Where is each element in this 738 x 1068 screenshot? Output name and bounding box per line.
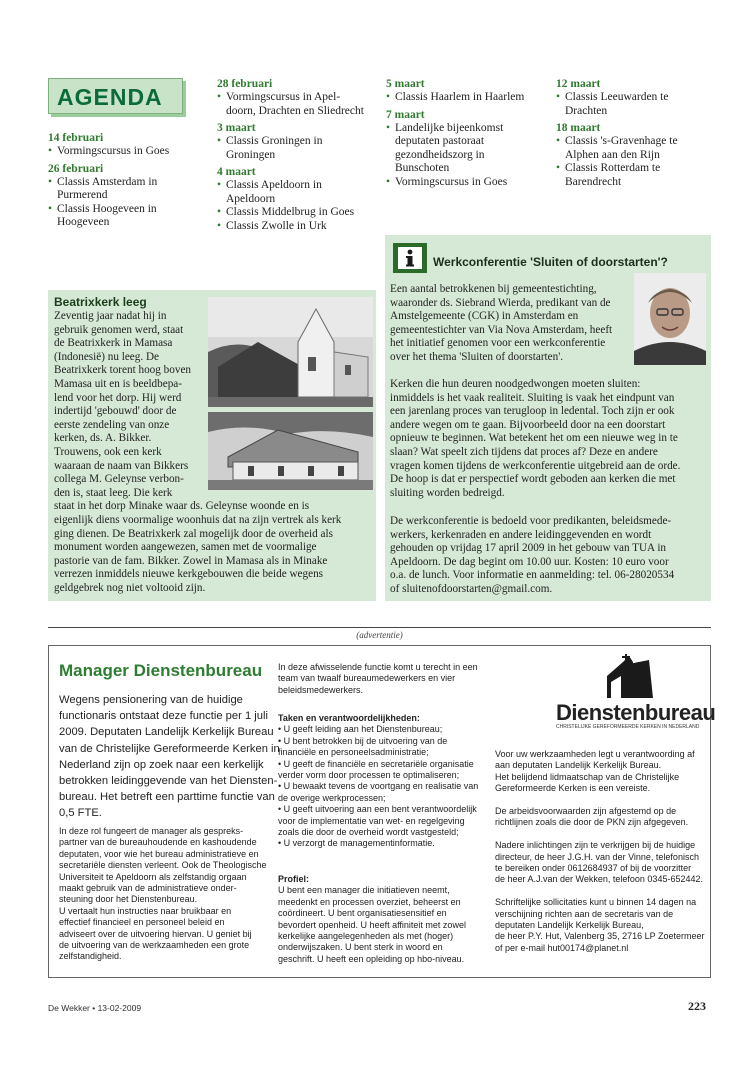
agenda-title: AGENDA [48, 78, 183, 114]
ad-col1-line: Universiteit te Apeldoorn als zelfstandig orgaan [59, 871, 247, 882]
ad-profile-heading: Profiel: [278, 874, 310, 884]
agenda-list [48, 176, 208, 230]
ad-col2-intro-line: team van twaalf bureaumedewerkers en vier [278, 673, 456, 684]
ad-intro-line: 0,5 FTE. [59, 807, 102, 820]
agenda-date: 18 maart [556, 122, 601, 134]
church-logo-icon [599, 654, 659, 700]
agenda-item: • Classis Rotterdam te Barendrecht [556, 162, 716, 189]
beatrixkerk-line: geldgebrek nog niet voltooid zijn. [54, 582, 206, 594]
beatrixkerk-line: indertijd 'gebouwd' door de [54, 405, 177, 418]
ad-col3-line: de heer P.Y. Hut, Valenberg 35, 2716 LP Zoetermeer [495, 931, 705, 942]
ad-task-line: • U geeft leiding aan het Dienstenbureau; [278, 724, 443, 735]
werk-body-line: De hoop is dat er perspectief wordt geboden aan kerken die met [390, 473, 676, 486]
agenda-item: • Classis Haarlem in Haarlem [386, 91, 546, 105]
agenda-item: • Classis 's-Gravenhage te Alphen aan den Rijn [556, 135, 716, 162]
agenda-list [48, 145, 208, 159]
ad-profile-line: bevordert openheid. U heeft affiniteit met zowel [278, 919, 466, 930]
beatrixkerk-line: (Indonesië) nu leeg. De [54, 350, 159, 363]
ad-task-line: verder vorm door processen te optimaliseren; [278, 770, 460, 780]
ad-col3-line: Nadere inlichtingen zijn te verkrijgen bij de huidige [495, 840, 696, 851]
beatrixkerk-line: de Beatrixkerk in Mamasa [54, 337, 173, 350]
ad-task-line: zoals die door de overheid wordt vastgesteld; [278, 827, 459, 837]
church-photo-minake [208, 412, 373, 490]
ad-col3-line: De arbeidsvoorwaarden zijn afgestemd op de [495, 806, 677, 816]
ad-profile-line: meedenkt en processen overziet, beheerst en [278, 896, 461, 907]
agenda-column-2 [217, 77, 377, 233]
ad-profile-line: coördineert. U bent organisatiesensitief en [278, 908, 447, 919]
agenda-item: • Vormingscursus in Apel- doorn, Drachten en Sliedrecht [217, 91, 377, 118]
beatrixkerk-line: pastorie van de fam. Bikker. Zowel in Mamasa als in Minake [54, 554, 328, 567]
ad-col1-line: U vertaalt hun instructies naar bruikbaar en [59, 905, 232, 916]
agenda-list [217, 179, 377, 233]
werk-body-line: Kerken die hun deuren noodgedwongen moeten sluiten: [390, 378, 641, 390]
werk-intro-line: over het thema 'Sluiten of doorstarten'. [390, 351, 564, 363]
footer-publication: De Wekker • 13-02-2009 [48, 1003, 142, 1013]
ad-col3-line: aan deputaten Landelijk Kerkelijk Bureau. [495, 760, 662, 771]
ad-col2-intro-line: In deze afwisselende functie komt u terecht in een [278, 662, 478, 672]
ad-col3-line: Het belijdend lidmaatschap van de Christelijke [495, 771, 680, 782]
advertisement-title: Manager Dienstenbureau [59, 661, 263, 680]
beatrixkerk-line: Beatrixkerk torent hoog boven [54, 364, 192, 377]
ad-task-line: • U verzorgt de managementinformatie. [278, 838, 435, 849]
agenda-item: • Classis Groningen in Groningen [217, 135, 377, 162]
advertisement-box [48, 645, 716, 978]
beatrixkerk-line: monument worden aangewezen, samen met de voormalige [54, 541, 317, 554]
ad-intro-line: betrokken leidinggevende van het Diensten- [59, 775, 278, 787]
page-number: 223 [688, 999, 706, 1013]
ad-intro-line: Wegens pensionering van de huidige [59, 694, 243, 706]
beatrixkerk-line: eerste zendeling van onze [54, 418, 170, 431]
ad-task-line: • U bewaakt tevens de voortgang en realisatie van [278, 781, 479, 792]
ad-task-line: financiële en personeelsadministratie; [278, 747, 429, 758]
logo-wordmark: Dienstenbureau [556, 700, 716, 725]
agenda-date: 4 maart [217, 166, 256, 178]
beatrixkerk-line: waaraan de naam van Bikkers [54, 459, 189, 472]
ad-profile-line: geschrift. U heeft een opleiding op hbo-niveau. [278, 953, 465, 964]
agenda-list [386, 91, 546, 105]
beatrixkerk-line: eigenlijk diens voormalige woonhuis dat na zijn vertrek als kerk [54, 514, 342, 526]
ad-task-line: voor de implementatie van wet- en regelgeving [278, 815, 465, 826]
werk-body-line: vragen komen tijdens de werkconferentie uitgebreid aan de orde. [390, 459, 681, 472]
agenda-list [217, 135, 377, 162]
section-divider [48, 627, 711, 628]
werk-details-line: of sluitenofdoorstarten@gmail.com. [390, 583, 553, 595]
werk-details-line: Apeldoorn. De dag begint om 10.00 uur. Kosten: 10 euro voor [390, 555, 669, 568]
ad-intro-line: bureau. Het betreft een parttime functie van [59, 791, 275, 804]
werk-body-line: sluiting worden bedreigd. [390, 486, 505, 499]
ad-col3-line: directeur, de heer J.G.H. van der Vinne, telefonisch [495, 851, 699, 862]
dienstenbureau-logo [554, 652, 716, 732]
agenda-date: 12 maart [556, 78, 601, 90]
beatrixkerk-line: verrezen inmiddels nieuwe kerkgebouwen die beide wegens [54, 568, 324, 581]
ad-col3-line: deputaten Landelijk Kerkelijk Bureau, [495, 920, 644, 930]
agenda-date: 28 februari [217, 78, 273, 90]
beatrixkerk-line: Mamasa uit en is beeldbepa- [54, 378, 182, 390]
ad-task-line: • U geeft de financiële en secretariële organisatie [278, 758, 474, 769]
agenda-list [556, 91, 716, 118]
ad-intro-line: Nederland zijn op zoek naar een kerkelijk [59, 758, 264, 771]
ad-col1-line: de uitvoering van de werkzaamheden een grote [59, 940, 250, 950]
ad-col3-line: Voor uw werkzaamheden legt u verantwoording af [495, 749, 695, 759]
ad-col2-intro-line: beleidsmedewerkers. [278, 684, 364, 695]
ad-col1-line: effectief financieel en personeel beleid en [59, 917, 225, 928]
ad-col1-line: secretariële diensten verleent. Ook de Theologische [59, 860, 267, 871]
werk-intro-line: waaronder ds. Siebrand Wierda, predikant van de [390, 296, 611, 309]
beatrixkerk-article [48, 290, 376, 601]
werk-details-line: De werkconferentie is bedoeld voor predikanten, beleidsmede- [390, 515, 672, 527]
beatrixkerk-line: den is, staat leeg. Die kerk [54, 486, 173, 499]
agenda-item: • Classis Hoogeveen in Hoogeveen [48, 203, 208, 230]
beatrixkerk-line: staat in het dorp Minake waar ds. Geleynse woonde en is [54, 500, 310, 513]
ad-intro-line: 2009. Deputaten Landelijk Kerkelijk Bureau [59, 726, 274, 739]
ad-profile-line: U bent een manager die initiatieven neemt, [278, 885, 450, 896]
agenda-column-3 [386, 77, 546, 189]
ad-col3-line: Gereformeerde Kerken is een vereiste. [495, 783, 651, 794]
ad-col1-line: adviseert over de uitvoering hiervan. U geniet bij [59, 928, 252, 939]
info-icon [393, 243, 427, 273]
portrait-photo [634, 273, 706, 365]
werk-body-line: andere wegen om te gaan. Bijvoorbeeld door na een doorstart [390, 418, 666, 431]
agenda-list [217, 91, 377, 118]
agenda-date: 26 februari [48, 162, 104, 175]
werk-details-line: werkers, kerkenraden en andere leidinggevenden en wordt [390, 528, 652, 541]
werk-body-line: inmiddels is het vaak realiteit. Sluiting is vaak het eindpunt van [390, 391, 675, 404]
agenda-item: • Classis Zwolle in Urk [217, 220, 377, 234]
werk-body-line: slaan? Wat speelt zich tijdens dat proces af? Deze en andere [390, 446, 658, 458]
ad-intro-line: van de Christelijke Gereformeerde Kerken in [59, 742, 280, 755]
ad-col1-line: steuning door het Dienstenbureau. [59, 894, 198, 905]
beatrixkerk-line: ging dienen. De Beatrixkerk zal mogelijk door de overheid als [54, 527, 333, 540]
ad-task-line: • U bent betrokken bij de uitvoering van de [278, 735, 448, 746]
beatrixkerk-line: Zeventig jaar nadat hij in [54, 310, 167, 322]
agenda-item: • Vormingscursus in Goes [386, 176, 546, 190]
agenda-item: • Classis Leeuwarden te Drachten [556, 91, 716, 118]
agenda-date: 7 maart [386, 108, 425, 121]
ad-profile-line: onderwijszaken. U bent sterk in woord en [278, 942, 443, 953]
agenda-item: • Landelijke bijeenkomst deputaten pastoraat gezondheidszorg in Bunschoten [386, 122, 546, 176]
werkconferentie-article [385, 235, 711, 601]
ad-col1-line: In deze rol fungeert de manager als gespreks- [59, 826, 244, 836]
ad-col3-line: of per e-mail hut00174@planet.nl [495, 942, 629, 953]
beatrixkerk-line: collega M. Geleynse verbon- [54, 473, 184, 486]
beatrixkerk-line: lend voor het dorp. Hij werd [54, 391, 182, 404]
agenda-item: • Vormingscursus in Goes [48, 145, 208, 159]
ad-col1-line: maakt gebruik van de administratieve onder- [59, 883, 237, 893]
ad-profile-line: kerkelijke aangelegenheden als met (hoger) [278, 931, 454, 941]
agenda-column-1 [48, 131, 208, 230]
agenda-list [556, 135, 716, 189]
ad-col1-line: zelfstandigheid. [59, 951, 122, 962]
logo-tagline: CHRISTELIJKE GEREFORMEERDE KERKEN IN NEDERLAND [556, 724, 700, 730]
ad-col3-line: richtlijnen zoals die door de PKN zijn afgegeven. [495, 817, 689, 828]
ad-col3-line: te bereiken onder 0612684937 of bij de voorzitter [495, 863, 692, 873]
ad-tasks-heading: Taken en verantwoordelijkheden: [278, 713, 420, 723]
agenda-date: 3 maart [217, 122, 256, 134]
werk-intro-line: het initiatief genomen voor een werkconferentie [390, 337, 606, 350]
werk-intro-line: gemeentestichter van Via Nova Amsterdam, heeft [390, 323, 613, 336]
agenda-item: • Classis Apeldoorn in Apeldoorn [217, 179, 377, 206]
agenda-date: 14 februari [48, 132, 104, 144]
agenda-item: • Classis Amsterdam in Purmerend [48, 176, 208, 203]
ad-col3-line: verschijning richten aan de secretaris van de [495, 908, 674, 919]
church-photo-beatrixkerk [208, 297, 373, 407]
ad-col3-line: Schriftelijke sollicitaties kunt u binnen 14 dagen na [495, 897, 697, 908]
ad-task-line: • U geeft uitvoering aan een bent verantwoordelijk [278, 804, 477, 815]
ad-col1-line: deputaten, voor wie het bureau administratieve en [59, 848, 259, 859]
agenda-item: • Classis Middelbrug in Goes [217, 206, 377, 220]
werk-details-line: gehouden op vrijdag 17 april 2009 in het gebouw van TUA in [390, 542, 667, 555]
agenda-list [386, 122, 546, 190]
beatrixkerk-line: Trouwens, ook een kerk [54, 446, 162, 458]
advertisement-label: (advertentie) [356, 630, 403, 640]
werk-intro-line: Een aantal betrokkenen bij gemeentestichting, [390, 283, 597, 295]
agenda-column-4 [556, 77, 716, 189]
werk-intro-line: Amstelgemeente (CGK) in Amsterdam en [390, 310, 579, 323]
beatrixkerk-line: gebruik genomen werd, staat [54, 323, 184, 336]
werkconferentie-title: Werkconferentie 'Sluiten of doorstarten'? [433, 255, 668, 269]
werk-details-line: o.a. de lunch. Voor informatie en aanmelding: tel. 06-28020534 [390, 569, 675, 582]
ad-intro-line: functionaris ontstaat deze functie per 1 juli [59, 710, 268, 723]
beatrixkerk-line: kerken, ds. A. Bikker. [54, 432, 152, 445]
ad-task-line: de overige werkprocessen; [278, 792, 386, 803]
werk-body-line: een jarenlang proces van terugloop in ledental. Toch zijn er ook [390, 405, 675, 418]
ad-col3-line: de heer A.J.van der Wekken, telefoon 0345-652442. [495, 874, 703, 885]
ad-col1-line: partner van de bureauhoudende en kashoudende [59, 837, 257, 848]
werk-body-line: opnieuw te beginnen. Wat betekent het om een nieuwe weg in te [390, 432, 678, 445]
agenda-date: 5 maart [386, 78, 425, 90]
beatrixkerk-heading: Beatrixkerk leeg [54, 295, 147, 309]
